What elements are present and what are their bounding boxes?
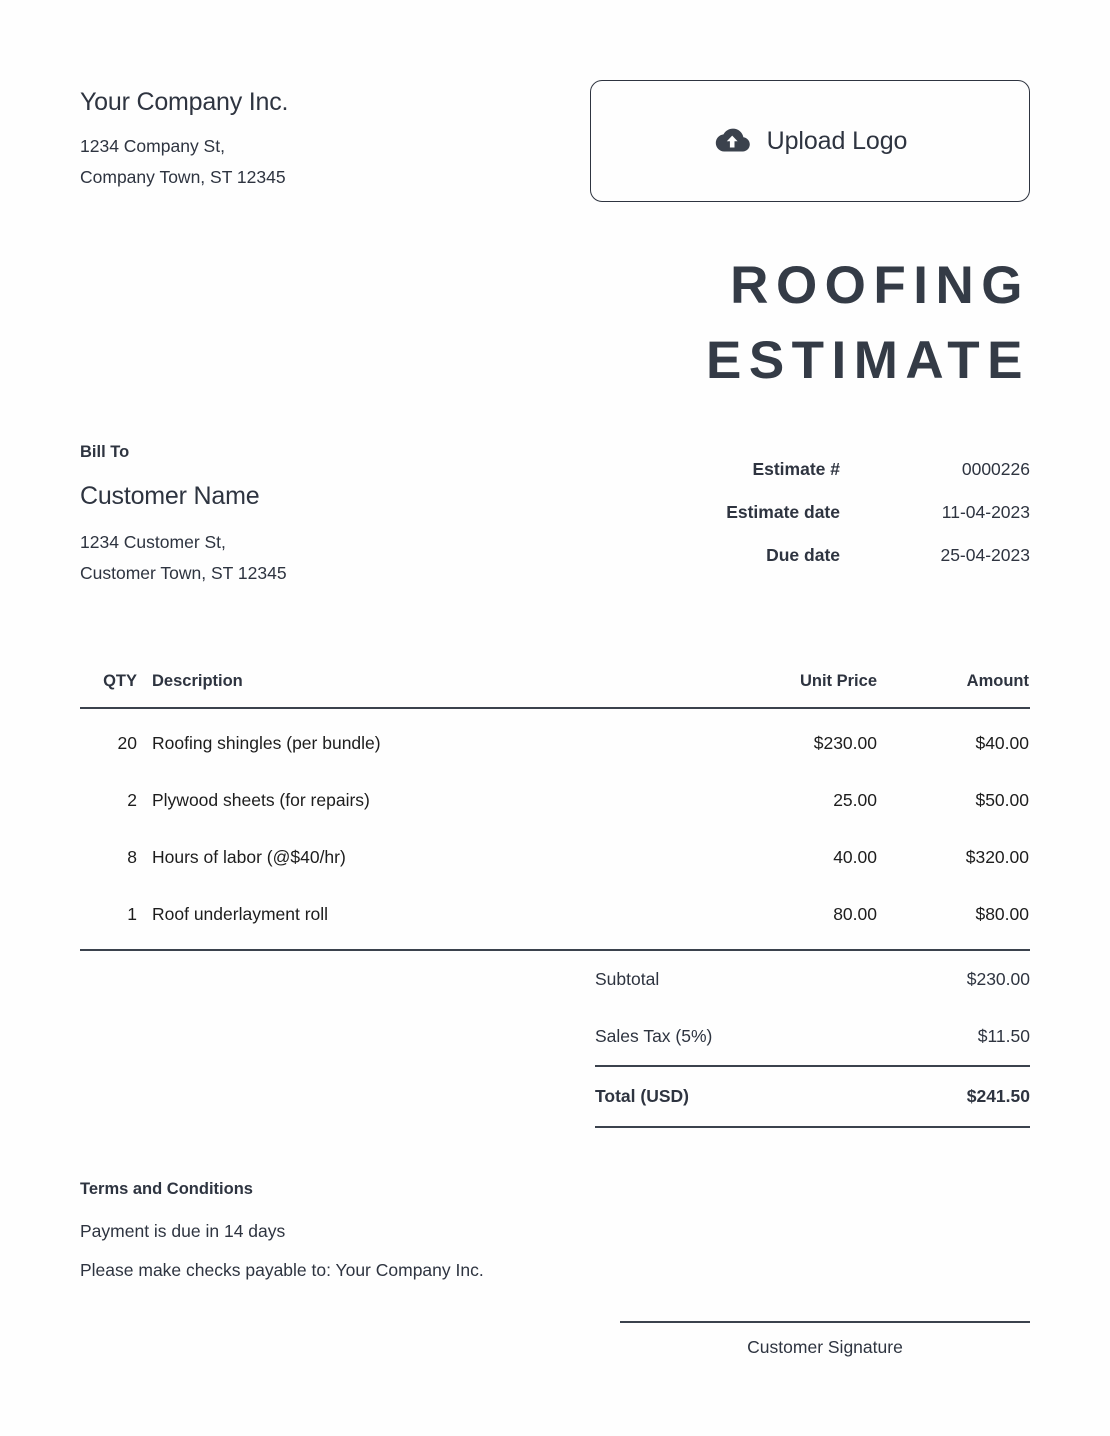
- terms-and-conditions: [80, 1180, 1030, 1281]
- table-row: [80, 708, 1030, 772]
- row-description: Plywood sheets (for repairs): [152, 789, 370, 810]
- table-row: [80, 772, 1030, 829]
- company-info: [80, 80, 288, 193]
- company-address-line-2: Company Town, ST 12345: [80, 167, 286, 188]
- sales-tax-value: $11.50: [977, 1025, 1030, 1046]
- totals-section: [80, 951, 1030, 1128]
- terms-line-1: Payment is due in 14 days: [80, 1220, 286, 1241]
- row-amount: $320.00: [965, 846, 1029, 867]
- row-amount: $80.00: [878, 886, 1030, 950]
- estimate-meta-table: [580, 459, 1030, 588]
- terms-line-2: Please make checks payable to: Your Company Inc.: [80, 1259, 484, 1280]
- line-items-header-row: [80, 671, 1030, 708]
- total-value: $241.50: [878, 1066, 1030, 1127]
- row-amount: $50.00: [975, 789, 1029, 810]
- row-qty: 1: [80, 886, 138, 950]
- line-items-table: [80, 671, 1030, 951]
- document-title-line-2: ESTIMATE: [705, 331, 1030, 391]
- terms-title: Terms and Conditions: [80, 1179, 253, 1198]
- signature-block: [620, 1321, 1030, 1358]
- document-header: [80, 0, 1030, 202]
- subtotal-label: Subtotal: [595, 968, 660, 989]
- totals-row-sales-tax: [595, 1008, 1030, 1066]
- row-qty: 2: [127, 789, 137, 810]
- column-header-amount: Amount: [878, 671, 1030, 708]
- customer-name: Customer Name: [80, 481, 260, 510]
- signature-line: [620, 1321, 1030, 1323]
- bill-to-label: Bill To: [80, 442, 130, 461]
- row-description: Roof underlayment roll: [138, 886, 726, 950]
- meta-label-estimate-date: Estimate date: [726, 501, 840, 522]
- meta-value-estimate-number: 0000226: [961, 458, 1030, 479]
- row-amount: $40.00: [975, 732, 1029, 753]
- row-description: Roofing shingles (per bundle): [152, 732, 381, 753]
- meta-label-estimate-number: Estimate #: [752, 458, 840, 479]
- meta-label-due-date: Due date: [766, 544, 840, 565]
- cloud-upload-icon: [713, 126, 751, 156]
- row-qty: 8: [127, 846, 137, 867]
- bill-to-block: [80, 443, 287, 589]
- totals-table: [595, 951, 1030, 1128]
- table-row: [80, 886, 1030, 950]
- total-label: Total (USD): [595, 1066, 878, 1127]
- upload-logo-button[interactable]: [590, 80, 1030, 202]
- column-header-description: Description: [138, 671, 726, 708]
- column-header-unit-price: Unit Price: [726, 671, 878, 708]
- meta-row-due-date: [580, 545, 1030, 588]
- meta-value-due-date: 25-04-2023: [940, 544, 1030, 565]
- sales-tax-label: Sales Tax (5%): [595, 1025, 713, 1046]
- customer-address-line-2: Customer Town, ST 12345: [80, 562, 287, 583]
- totals-row-subtotal: [595, 951, 1030, 1008]
- document-title-line-1: ROOFING: [730, 256, 1030, 315]
- row-unit-price: 25.00: [833, 789, 877, 810]
- totals-row-total: [595, 1066, 1030, 1127]
- company-name: Your Company Inc.: [80, 88, 289, 116]
- subtotal-value: $230.00: [966, 968, 1030, 989]
- billing-and-meta-row: [80, 443, 1030, 589]
- table-row: [80, 829, 1030, 886]
- meta-row-estimate-number: [580, 459, 1030, 502]
- signature-label: Customer Signature: [747, 1337, 903, 1357]
- row-unit-price: 80.00: [726, 886, 878, 950]
- meta-row-estimate-date: [580, 502, 1030, 545]
- company-address-line-1: 1234 Company St,: [80, 136, 225, 156]
- document-title: [80, 248, 1030, 399]
- row-unit-price: $230.00: [813, 732, 877, 753]
- meta-value-estimate-date: 11-04-2023: [941, 501, 1030, 522]
- customer-address-line-1: 1234 Customer St,: [80, 531, 226, 552]
- row-unit-price: 40.00: [833, 846, 877, 867]
- row-description: Hours of labor (@$40/hr): [152, 846, 346, 867]
- column-header-qty: QTY: [80, 671, 138, 708]
- row-qty: 20: [117, 732, 137, 753]
- upload-logo-label: Upload Logo: [766, 126, 908, 155]
